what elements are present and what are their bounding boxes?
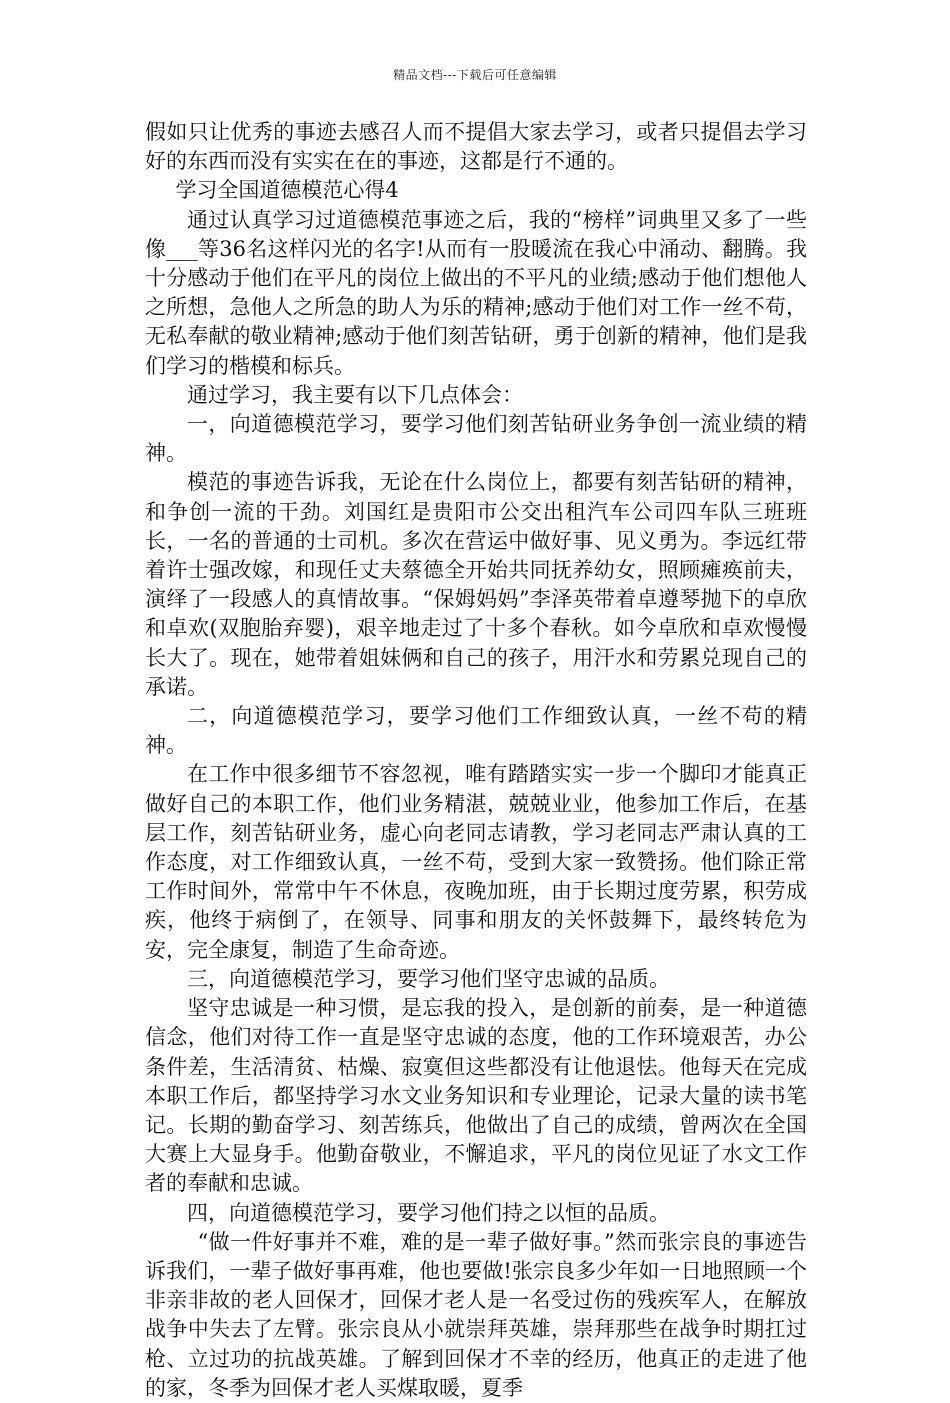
paragraph: 坚守忠诚是一种习惯，是忘我的投入，是创新的前奏，是一种道德信念，他们对待工作一直是坚守忠诚的态度，他的工作环境艰苦，办公条件差，生活清贫、枯燥、寂寞但这些都没有让他退怯。他每天在完成本职工作后，都坚持学习水文业务知识和专业理论，记录大量的读书笔记。长期的勤奋学习、刻苦练兵，他做出了自己的成绩，曾两次在全国大赛上大显身手。他勤奋敬业，不懈追求，平凡的岗位见证了水文工作者的奉献和忠诚。 bbox=[145, 996, 807, 1196]
point-heading: 四，向道德模范学习，要学习他们持之以恒的品质。 bbox=[187, 1200, 670, 1225]
point-heading: 三，向道德模范学习，要学习他们坚守忠诚的品质。 bbox=[187, 966, 670, 991]
paragraph: 假如只让优秀的事迹去感召人而不提倡大家去学习，或者只提倡去学习好的东西而没有实实在在的事迹，这都是行不通的。 bbox=[145, 120, 807, 174]
paragraph: “做一件好事并不难，难的是一辈子做好事。”然而张宗良的事迹告诉我们，一辈子做好事再难，他也要做!张宗良多少年如一日地照顾一个非亲非故的老人回保才，回保才老人是一名受过伤的残疾军人，在解放战争中失去了左臂。张宗良从小就崇拜英雄，崇拜那些在战争时期扛过枪、立过功的抗战英雄。了解到回保才不幸的经历，他真正的走进了他的家，冬季为回保才老人买煤取暖，夏季 bbox=[145, 1229, 807, 1400]
paragraph: 通过认真学习过道德模范事迹之后，我的“榜样”词典里又多了一些像___等36名这样闪光的名字!从而有一股暖流在我心中涌动、翻腾。我十分感动于他们在平凡的岗位上做出的不平凡的业绩;感动于他们想他人之所想，急他人之所急的助人为乐的精神;感动于他们对工作一丝不苟，无私奉献的敬业精神;感动于他们刻苦钻研，勇于创新的精神，他们是我们学习的楷模和标兵。 bbox=[145, 207, 807, 378]
point-heading: 二，向道德模范学习，要学习他们工作细致认真，一丝不苟的精神。 bbox=[145, 704, 807, 758]
section-title: 学习全国道德模范心得4 bbox=[175, 178, 399, 203]
page-header: 精品文档---下载后可任意编辑 bbox=[393, 68, 557, 82]
point-heading: 一，向道德模范学习，要学习他们刻苦钻研业务争创一流业绩的精神。 bbox=[145, 412, 807, 466]
paragraph: 在工作中很多细节不容忽视，唯有踏踏实实一步一个脚印才能真正做好自己的本职工作，他们业务精湛，兢兢业业，他参加工作后，在基层工作，刻苦钻研业务，虚心向老同志请教，学习老同志严肃认真的工作态度，对工作细致认真，一丝不苟，受到大家一致赞扬。他们除正常工作时间外，常常中午不休息，夜晚加班，由于长期过度劳累，积劳成疾，他终于病倒了，在领导、同事和朋友的关怀鼓舞下，最终转危为安，完全康复，制造了生命奇迹。 bbox=[145, 762, 807, 962]
document-body bbox=[145, 118, 807, 1403]
paragraph: 模范的事迹告诉我，无论在什么岗位上，都要有刻苦钻研的精神，和争创一流的干劲。刘国红是贵阳市公交出租汽车公司四车队三班班长，一名的普通的士司机。多次在营运中做好事、见义勇为。李远红带着许士强改嫁，和现任丈夫蔡德全开始共同抚养幼女，照顾瘫痪前夫，演绎了一段感人的真情故事。“保姆妈妈”李泽英带着卓遵琴抛下的卓欣和卓欢(双胞胎弃婴)，艰辛地走过了十多个春秋。如今卓欣和卓欢慢慢长大了。现在，她带着姐妹俩和自己的孩子，用汗水和劳累兑现自己的承诺。 bbox=[145, 470, 807, 699]
paragraph: 通过学习，我主要有以下几点体会： bbox=[187, 382, 523, 407]
